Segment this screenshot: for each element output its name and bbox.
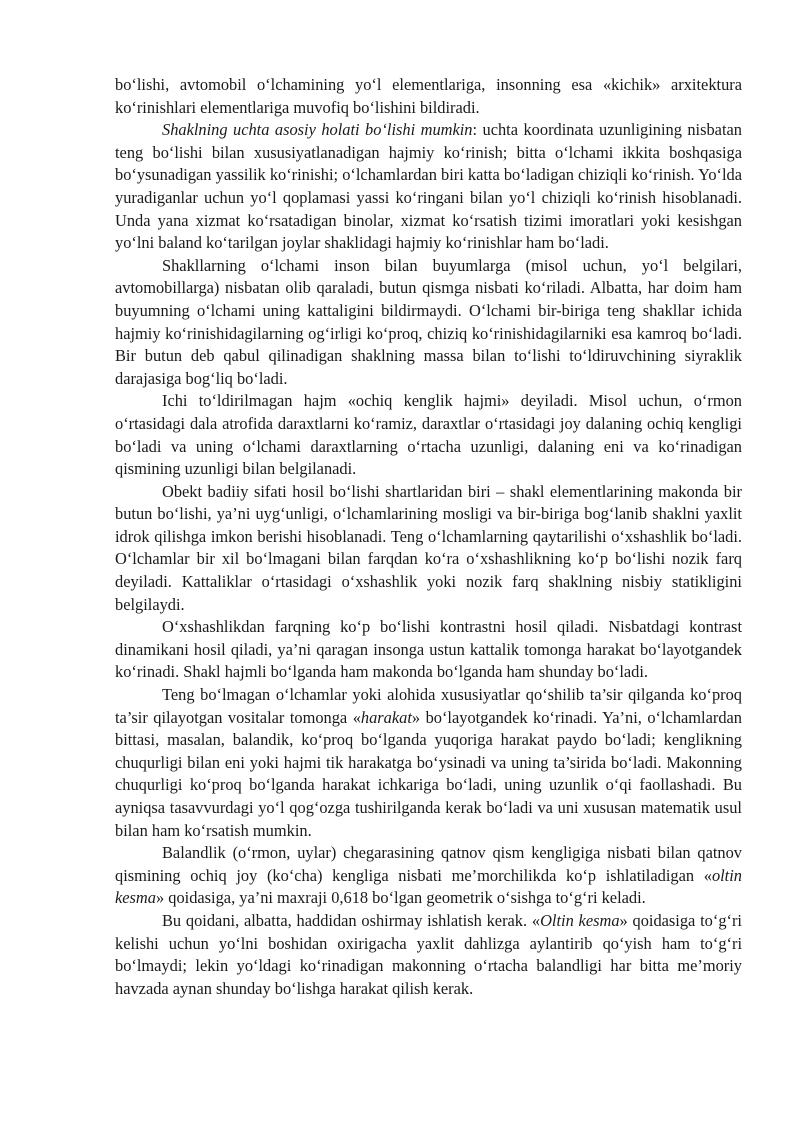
paragraph-5 [115,481,742,617]
paragraph-2 [115,119,742,255]
paragraph-1-text: bo‘lishi, avtomobil o‘lchamining yo‘l elementlariga, insonning esa «kichik» arxitektura ko‘rinishlari elementlariga muvofiq bo‘lishini bildiradi. [115,75,742,117]
paragraph-1 [115,74,742,119]
paragraph-6-text: O‘xshashlikdan farqning ko‘p bo‘lishi kontrastni hosil qiladi. Nisbatdagi kontrast dinamikani hosil qiladi, ya’ni qaragan insonga ustun kattalik tomonga harakat bo‘layotgandek ko‘rinadi. Shakl hajmli bo‘lganda ham makonda bo‘lganda ham shunday bo‘ladi. [115,617,742,682]
paragraph-7 [115,684,742,842]
paragraph-2-intro: Shaklning uchta asosiy holati bo‘lishi mumkin [162,120,473,140]
paragraph-4-text: Ichi to‘ldirilmagan hajm «ochiq kenglik hajmi» deyiladi. Misol uchun, o‘rmon o‘rtasidagi dala atrofida daraxtlarni ko‘ramiz, daraxtlar o‘rtasidagi joy dalaning ochiq kengligi bo‘ladi va uning o‘lchami daraxtlarning o‘rtacha uzunligi, dalaning eni va ko‘rinadigan qismining uzunligi bilan belgilanadi. [115,391,742,479]
paragraph-3-text: Shakllarning o‘lchami inson bilan buyumlarga (misol uchun, yo‘l belgilari, avtomobillarga) nisbatan olib qaraladi, butun qismga nisbati ko‘riladi. Albatta, har doim ham buyumning o‘lchami uning kattaligini bildirmaydi. O‘lchami bir-biriga teng shakllar ichida hajmiy ko‘rinishidagilarning og‘irligi ko‘proq, chiziq ko‘rinishidagilarniki esa kamroq bo‘ladi. Bir butun deb qabul qilinadigan shaklning massa bilan to‘lishi to‘ldiruvchining siyraklik darajasiga bog‘liq bo‘ladi. [115,255,742,388]
paragraph-8-text: Balandlik (o‘rmon, uylar) chegarasining qatnov qism kengligiga nisbati bilan qatnov qismining ochiq joy (ko‘cha) kengliga nisbati me’morchilikda ko‘p ishlatiladigan «oltin kesma» qoidasiga, ya’ni maxraji 0,618 bo‘lgan geometrik o‘sishga to‘g‘ri keladi. [115,843,742,908]
paragraph-5-text: Obekt badiiy sifati hosil bo‘lishi shartlaridan biri – shakl elementlarining makonda bir butun bo‘lishi, ya’ni uyg‘unligi, o‘lchamlarining mosligi va bir-biriga bog‘lanib shaklni yaxlit idrok qilishga imkon berishi hisoblanadi. Teng o‘lchamlarning qaytarilishi o‘xshashlik bo‘ladi. O‘lchamlar bir xil bo‘lmagani bilan farqdan ko‘ra o‘xshashlikning ko‘p bo‘lishi nozik farq deyiladi. Kattaliklar o‘rtasidagi o‘xshashlik yoki nozik farq shaklning nisbiy statikligini belgilaydi. [115,481,742,614]
paragraph-6 [115,616,742,684]
paragraph-8 [115,842,742,910]
paragraph-2-text: : uchta koordinata uzunligining nisbatan teng bo‘lishi bilan xususiyatlanadigan hajmiy ko‘rinish; bitta o‘lchami ikkita boshqasiga bo‘ysunadigan yassilik ko‘rinishi; o‘lchamlardan biri katta bo‘ladigan chiziqli ko‘rinish. Yo‘lda yuradiganlar uchun yo‘l qoplamasi yassi ko‘ringani bilan yo‘l chiziqli ko‘rinish hisoblanadi. Unda yana xizmat ko‘rsatadigan binolar, xizmat ko‘rsatish tizimi imoratlari yoki kesishgan yo‘lni baland ko‘tarilgan joylar shaklidagi hajmiy ko‘rinishlar ham bo‘ladi. [115,120,742,253]
paragraph-4 [115,390,742,480]
document-page [115,74,742,1000]
paragraph-7-text: Teng bo‘lmagan o‘lchamlar yoki alohida xususiyatlar qo‘shilib ta’sir qilganda ko‘proq ta’sir qilayotgan vositalar tomonga «harakat» bo‘layotgandek ko‘rinadi. Ya’ni, o‘lchamlardan bittasi, masalan, balandik, ko‘proq bo‘lganda yuqoriga harakat paydo bo‘ladi; kenglikning chuqurligi bilan eni yoki hajmi tik harakatga bo‘ysinadi va uning ta’sirida bo‘ladi. Makonning chuqurligi ko‘proq bo‘lganda harakat ichkariga bo‘ladi, uning uzunlik o‘qi faollashadi. Bu ayniqsa tasavvurdagi yo‘l qog‘ozga tushirilganda kerak bo‘ladi va uni xususan matematik usul bilan ham ko‘rsatish mumkin. [115,685,742,840]
paragraph-9-text: Bu qoidani, albatta, haddidan oshirmay ishlatish kerak. «Oltin kesma» qoidasiga to‘g‘ri kelishi uchun yo‘lni boshidan oxirigacha yaxlit dahlizga aylantirib qo‘yish ham to‘g‘ri bo‘lmaydi; lekin yo‘ldagi ko‘rinadigan makonning o‘rtacha balandligi har bitta me’moriy havzada aynan shunday bo‘lishga harakat qilish kerak. [115,910,742,998]
paragraph-3 [115,255,742,391]
paragraph-9 [115,910,742,1000]
